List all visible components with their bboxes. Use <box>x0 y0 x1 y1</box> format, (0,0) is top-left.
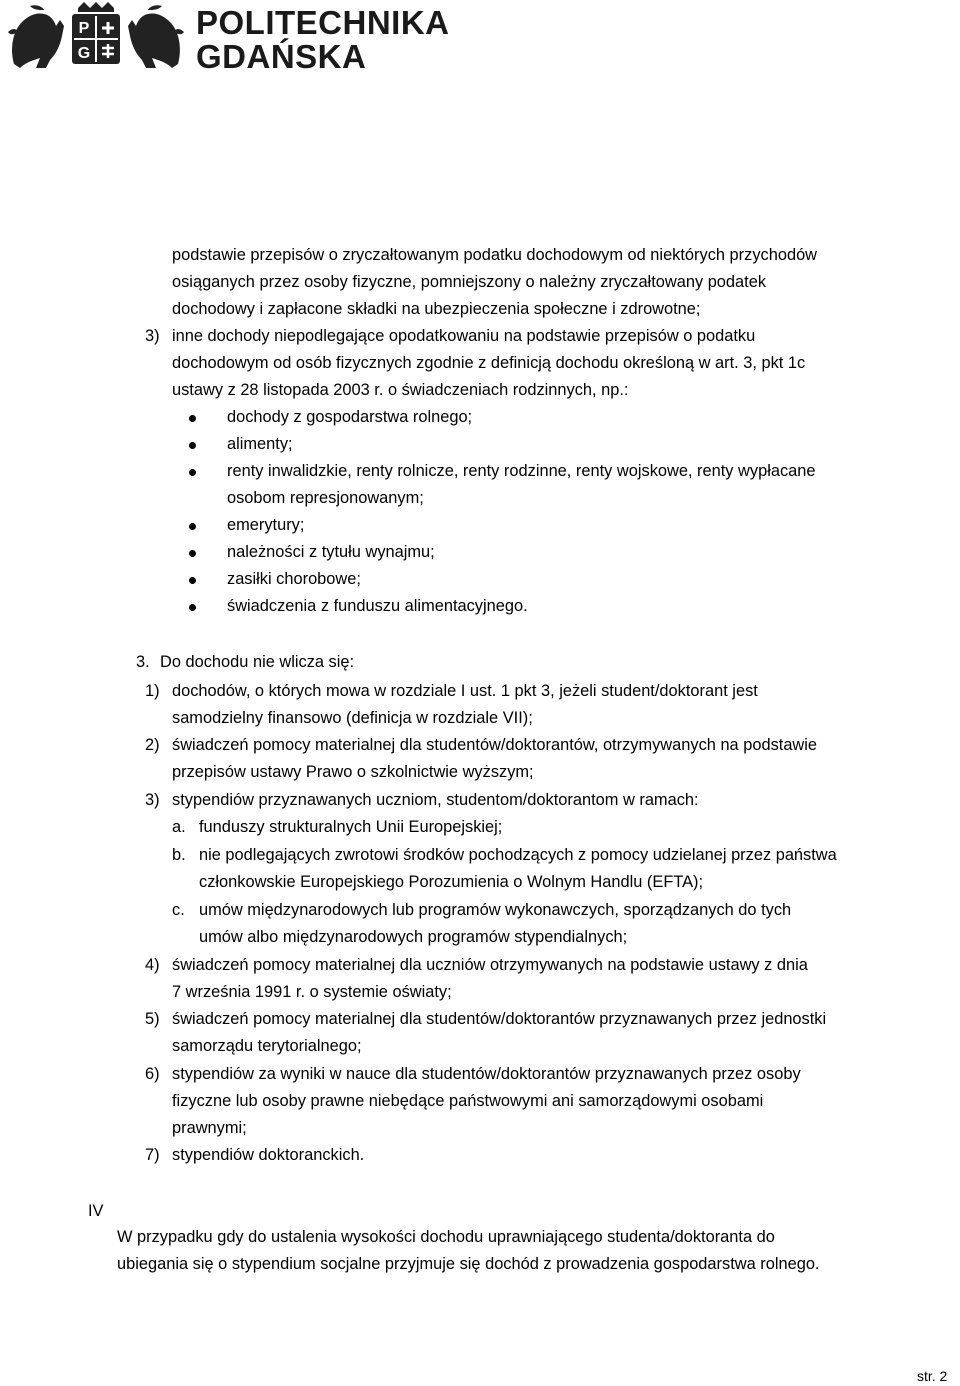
list-item-line: fizyczne lub osoby prawne niebędące państwowymi ani samorządowymi osobami <box>172 1092 764 1110</box>
list-item-line: dochodów, o których mowa w rozdziale I ust. 1 pkt 3, jeżeli student/doktorant jest <box>172 682 758 700</box>
list-item-line: stypendiów za wyniki w nauce dla studentów/doktorantów przyznawanych przez osoby <box>172 1065 801 1083</box>
list-item-line: samorządu terytorialnego; <box>172 1037 362 1055</box>
crest-emblem-icon <box>6 2 186 74</box>
sublist-item-line: umów albo międzynarodowych programów stypendialnych; <box>199 928 628 946</box>
logo-letter-g: G <box>77 45 91 62</box>
list-marker: 5) <box>145 1010 160 1028</box>
sublist-item-line: nie podlegających zwrotowi środków pochodzących z pomocy udzielanej przez państwa <box>199 846 837 864</box>
list-marker: 3) <box>145 327 160 345</box>
list-marker: 7) <box>145 1146 160 1164</box>
paragraph-line: dochodowy i zapłacone składki na ubezpieczenia społeczne i zdrowotne; <box>172 300 701 318</box>
logo-text-line2: GDAŃSKA <box>196 38 367 75</box>
list-marker: 2) <box>145 736 160 754</box>
page-number: str. 2 <box>917 1368 948 1384</box>
list-item-line: świadczeń pomocy materialnej dla uczniów otrzymywanych na podstawie ustawy z dnia <box>172 956 808 974</box>
sublist-item-line: umów międzynarodowych lub programów wykonawczych, sporządzanych do tych <box>199 901 792 919</box>
list-item-line: stypendiów przyznawanych uczniom, studentom/doktorantom w ramach: <box>172 791 699 809</box>
sublist-marker: c. <box>172 901 185 919</box>
list-item-line: inne dochody niepodlegające opodatkowaniu na podstawie przepisów o podatku <box>172 327 756 345</box>
sublist-item-line: funduszy strukturalnych Unii Europejskiej; <box>199 818 503 836</box>
bullet-item: renty inwalidzkie, renty rolnicze, renty rodzinne, renty wojskowe, renty wypłacane <box>227 462 816 480</box>
list-marker: 6) <box>145 1065 160 1083</box>
list-item-line: stypendiów doktoranckich. <box>172 1146 365 1164</box>
bullet-icon <box>189 442 196 449</box>
chapter-numeral: IV <box>88 1202 104 1220</box>
list-item-line: samodzielny finansowo (definicja w rozdziale VII); <box>172 709 533 727</box>
bullet-item: dochody z gospodarstwa rolnego; <box>227 408 473 426</box>
bullet-icon <box>189 523 196 530</box>
logo-letter-p: P <box>78 20 90 37</box>
bullet-item: emerytury; <box>227 516 305 534</box>
paragraph-line: osiąganych przez osoby fizyczne, pomniejszony o należny zryczałtowany podatek <box>172 273 767 291</box>
sublist-marker: b. <box>172 846 186 864</box>
section-heading: Do dochodu nie wlicza się: <box>160 653 355 671</box>
logo-text-line1: POLITECHNIKA <box>196 4 450 41</box>
paragraph-line: podstawie przepisów o zryczałtowanym podatku dochodowym od niektórych przychodów <box>172 246 818 264</box>
list-item-line: dochodowym od osób fizycznych zgodnie z definicją dochodu określoną w art. 3, pkt 1c <box>172 354 806 372</box>
bullet-item-continuation: osobom represjonowanym; <box>227 489 424 507</box>
bullet-item: zasiłki chorobowe; <box>227 570 361 588</box>
list-marker: 4) <box>145 956 160 974</box>
sublist-marker: a. <box>172 818 186 836</box>
list-item-line: 7 września 1991 r. o systemie oświaty; <box>172 983 452 1001</box>
bullet-icon <box>189 604 196 611</box>
list-item-line: świadczeń pomocy materialnej dla studentów/doktorantów, otrzymywanych na podstawie <box>172 736 818 754</box>
bullet-icon <box>189 550 196 557</box>
list-item-line: świadczeń pomocy materialnej dla studentów/doktorantów przyznawanych przez jednostki <box>172 1010 827 1028</box>
bullet-item: należności z tytułu wynajmu; <box>227 543 435 561</box>
list-marker: 1) <box>145 682 160 700</box>
list-item-line: przepisów ustawy Prawo o szkolnictwie wyższym; <box>172 763 534 781</box>
bullet-item: alimenty; <box>227 435 293 453</box>
list-marker: 3) <box>145 791 160 809</box>
list-item-line: ustawy z 28 listopada 2003 r. o świadczeniach rodzinnych, np.: <box>172 381 629 399</box>
section-number: 3. <box>136 653 150 671</box>
bullet-icon <box>189 415 196 422</box>
bullet-icon <box>189 469 196 476</box>
chapter-paragraph-line: ubiegania się o stypendium socjalne przyjmuje się dochód z prowadzenia gospodarstwa rolnego. <box>117 1255 820 1273</box>
chapter-paragraph-line: W przypadku gdy do ustalenia wysokości dochodu uprawniającego studenta/doktoranta do <box>117 1228 775 1246</box>
list-item-line: prawnymi; <box>172 1119 247 1137</box>
university-logo <box>6 2 476 74</box>
sublist-item-line: członkowskie Europejskiego Porozumienia o Wolnym Handlu (EFTA); <box>199 873 704 891</box>
bullet-icon <box>189 577 196 584</box>
bullet-item: świadczenia z funduszu alimentacyjnego. <box>227 597 528 615</box>
